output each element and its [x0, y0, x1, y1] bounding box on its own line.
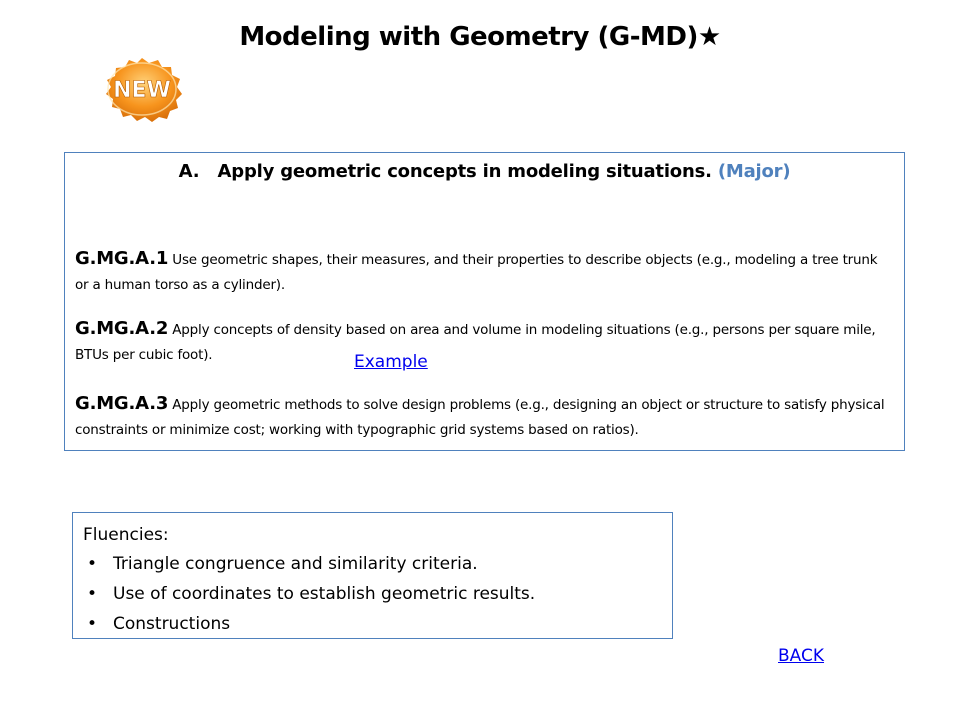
- fluencies-title: Fluencies:: [83, 525, 169, 545]
- cluster-heading: [75, 161, 894, 182]
- standard-text: Apply concepts of density based on area and volume in modeling situations (e.g., persons per square mile, BTUs per cubic foot).: [75, 322, 876, 363]
- standard-g-mg-a-1: [75, 246, 894, 298]
- standard-text: Apply geometric methods to solve design problems (e.g., designing an object or structure to satisfy physical constraints or minimize cost; working with typographic grid systems based on ratios).: [75, 397, 885, 438]
- standard-g-mg-a-2: [75, 316, 894, 368]
- cluster-heading-text: Apply geometric concepts in modeling situations.: [217, 161, 712, 182]
- standard-code: G.MG.A.3: [75, 393, 169, 414]
- list-item: • Use of coordinates to establish geometric results.: [83, 579, 662, 609]
- example-link[interactable]: Example: [354, 352, 428, 372]
- list-item: • Triangle congruence and similarity criteria.: [83, 549, 662, 579]
- back-link[interactable]: BACK: [778, 646, 825, 666]
- new-badge-label: NEW: [113, 78, 171, 103]
- list-item: • Constructions: [83, 609, 662, 639]
- cluster-box: [64, 152, 905, 451]
- bullet-icon: •: [87, 614, 98, 634]
- bullet-icon: •: [87, 584, 98, 604]
- standard-code: G.MG.A.1: [75, 248, 169, 269]
- standard-code: G.MG.A.2: [75, 318, 169, 339]
- cluster-label: A.: [178, 161, 200, 182]
- page-title: Modeling with Geometry (G-MD)★: [239, 22, 721, 52]
- standard-g-mg-a-3: [75, 391, 894, 443]
- bullet-icon: •: [87, 554, 98, 574]
- fluencies-list: [83, 549, 662, 639]
- cluster-tag: (Major): [717, 161, 791, 182]
- new-badge-icon: [100, 56, 184, 122]
- fluencies-box: [72, 512, 673, 639]
- standard-text: Use geometric shapes, their measures, and their properties to describe objects (e.g., modeling a tree trunk or a human torso as a cylinder).: [75, 252, 878, 293]
